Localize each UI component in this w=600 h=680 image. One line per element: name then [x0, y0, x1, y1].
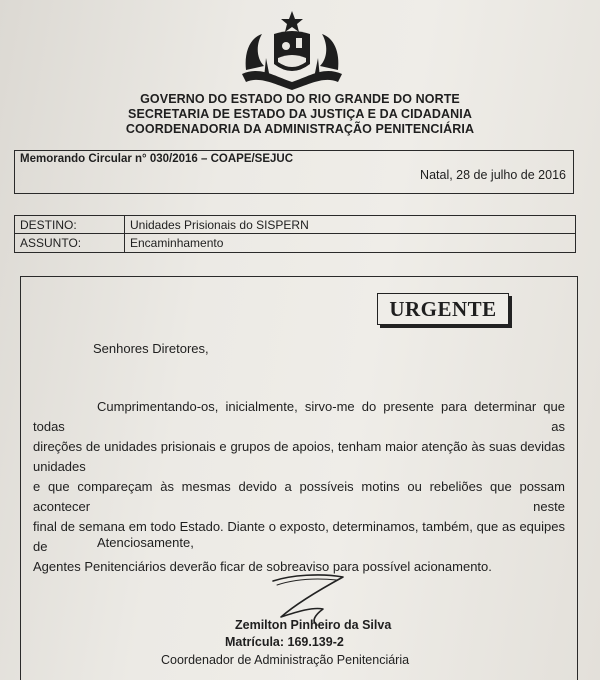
state-coat-of-arms-icon [240, 8, 344, 94]
assunto-value: Encaminhamento [130, 236, 224, 250]
paragraph-line: e que compareçam às mesmas devido a possíveis motins ou rebeliões que possam acontecer neste [33, 479, 565, 514]
memo-number: Memorando Circular n° 030/2016 – COAPE/SEJUC [20, 153, 294, 165]
coordination-header: COORDENADORIA DA ADMINISTRAÇÃO PENITENCIÁRIA [125, 122, 475, 136]
signer-matricula: Matrícula: 169.139-2 [225, 635, 344, 649]
closing: Atenciosamente, [97, 535, 194, 550]
assunto-label: ASSUNTO: [20, 236, 82, 250]
assunto-row [15, 234, 575, 252]
government-header: GOVERNO DO ESTADO DO RIO GRANDE DO NORTE [140, 92, 460, 106]
secretariat-header: SECRETARIA DE ESTADO DA JUSTIÇA E DA CIDADANIA [128, 107, 472, 121]
memo-paragraph [33, 397, 565, 577]
destino-label: DESTINO: [20, 218, 77, 232]
memo-header-box [14, 150, 574, 194]
memo-date: Natal, 28 de julho de 2016 [420, 168, 566, 182]
paragraph-line: Cumprimentando-os, inicialmente, sirvo-me do presente para determinar que todas as [33, 399, 565, 434]
paragraph-line: direções de unidades prisionais e grupos de apoios, tenham maior atenção às suas devidas unidades [33, 439, 565, 474]
paragraph-line: Agentes Penitenciários deverão ficar de sobreaviso para possível acionamento. [33, 559, 492, 574]
urgent-stamp: URGENTE [377, 293, 509, 325]
paragraph-line: final de semana em todo Estado. Diante o exposto, determinamos, também, que as equipes de [33, 519, 565, 554]
signer-role: Coordenador de Administração Penitenciária [161, 653, 410, 667]
destino-value: Unidades Prisionais do SISPERN [130, 218, 309, 232]
signer-name: Zemilton Pinheiro da Silva [235, 618, 392, 632]
memo-body-box [20, 276, 578, 680]
salutation: Senhores Diretores, [93, 341, 209, 356]
routing-table [14, 215, 576, 253]
destino-row [15, 216, 575, 234]
